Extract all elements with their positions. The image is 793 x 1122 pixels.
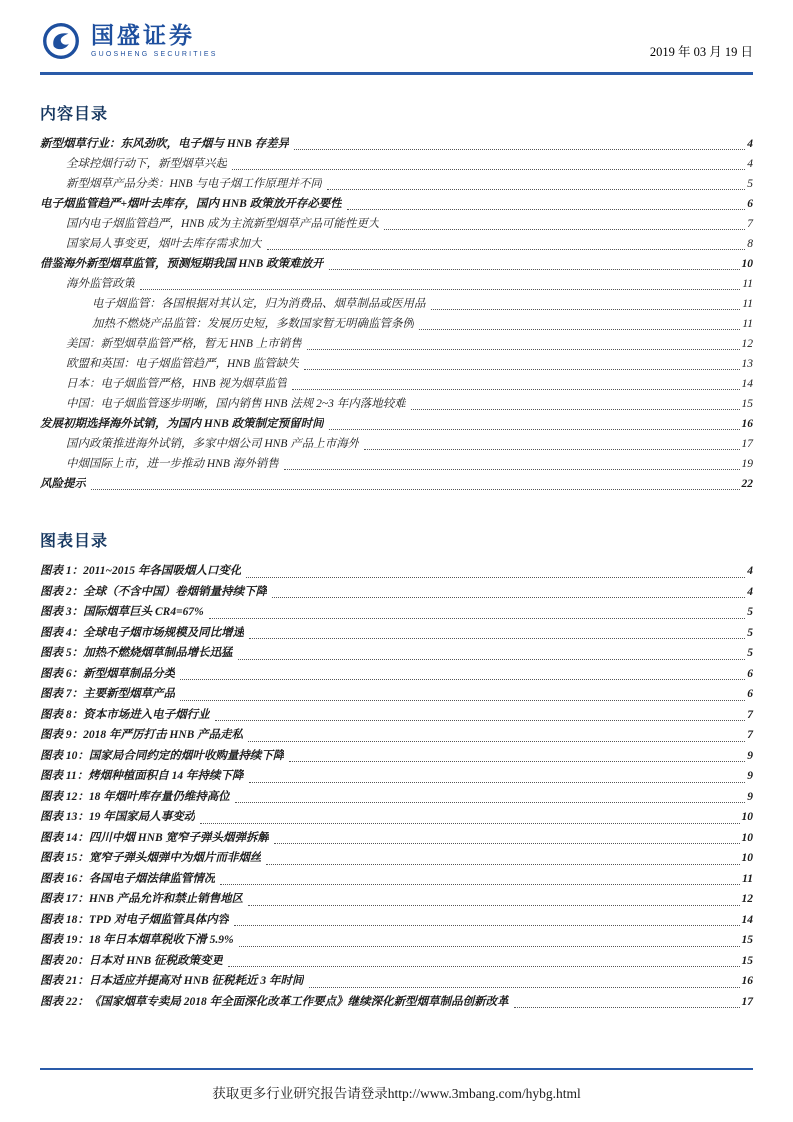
leader-dots <box>209 618 746 619</box>
toc-item <box>40 454 753 474</box>
toc-item <box>40 474 753 494</box>
entry-label: 图表 22：《国家烟草专卖局 2018 年全面深化改革工作要点》继续深化新型烟草制品创新改革 <box>40 995 509 1008</box>
leader-dots <box>220 884 740 885</box>
entry-label: 图表 2：全球（不含中国）卷烟销量持续下降 <box>40 585 268 598</box>
entry-page-number: 4 <box>747 565 753 577</box>
entry-page-number: 14 <box>741 378 753 390</box>
entry-page-number: 7 <box>747 729 753 741</box>
entry-page-number: 9 <box>747 770 753 782</box>
footer-text <box>0 1082 793 1102</box>
toc-item <box>40 354 753 374</box>
toc-item <box>40 154 753 174</box>
entry-page-number: 13 <box>741 358 753 370</box>
report-header <box>0 0 793 72</box>
toc-item <box>40 234 753 254</box>
leader-dots <box>411 409 740 410</box>
toc-item <box>40 434 753 454</box>
entry-label: 加热不燃烧产品监管：发展历史短，多数国家暂无明确监管条例 <box>92 318 414 330</box>
entry-label: 国家局人事变更，烟叶去库存需求加大 <box>66 238 262 250</box>
leader-dots <box>307 349 740 350</box>
figure-item <box>40 951 753 972</box>
entry-page-number: 11 <box>742 872 753 885</box>
figure-item <box>40 930 753 951</box>
toc-item <box>40 254 753 274</box>
entry-page-number: 10 <box>741 852 753 864</box>
figure-item <box>40 971 753 992</box>
leader-dots <box>294 149 745 150</box>
entry-label: 新型烟草产品分类：HNB 与电子烟工作原理并不同 <box>66 178 322 190</box>
figures-title: 图表目录 <box>40 533 109 550</box>
figure-item <box>40 664 753 685</box>
entry-label: 图表 3：国际烟草巨头 CR4=67% <box>40 606 204 618</box>
entry-page-number: 10 <box>741 258 753 270</box>
leader-dots <box>384 229 745 230</box>
entry-label: 中烟国际上市，进一步推动 HNB 海外销售 <box>66 458 279 470</box>
entry-label: 国内电子烟监管趋严，HNB 成为主流新型烟草产品可能性更大 <box>66 218 380 230</box>
leader-dots <box>180 679 745 680</box>
entry-page-number: 6 <box>747 688 753 700</box>
entry-page-number: 12 <box>741 893 753 905</box>
brand-logo <box>40 20 218 62</box>
leader-dots <box>272 597 745 598</box>
leader-dots <box>347 209 746 210</box>
figure-item <box>40 623 753 644</box>
leader-dots <box>274 843 739 844</box>
figure-item <box>40 807 753 828</box>
toc-item <box>40 174 753 194</box>
entry-label: 图表 14：四川中烟 HNB 宽窄子弹头烟弹拆解 <box>40 831 270 844</box>
entry-label: 国内政策推进海外试销，多家中烟公司 HNB 产品上市海外 <box>66 438 360 450</box>
leader-dots <box>284 469 740 470</box>
entry-page-number: 17 <box>741 995 753 1008</box>
leader-dots <box>364 449 739 450</box>
figure-item <box>40 643 753 664</box>
entry-page-number: 10 <box>741 831 753 844</box>
entry-label: 图表 4：全球电子烟市场规模及同比增速 <box>40 626 245 639</box>
figure-item <box>40 746 753 767</box>
leader-dots <box>215 720 746 721</box>
entry-page-number: 11 <box>742 318 753 330</box>
leader-dots <box>304 369 740 370</box>
leader-dots <box>234 925 739 926</box>
entry-label: 海外监管政策 <box>66 278 135 290</box>
entry-label: 图表 17：HNB 产品允许和禁止销售地区 <box>40 893 244 905</box>
entry-page-number: 5 <box>747 178 753 190</box>
leader-dots <box>232 169 745 170</box>
entry-label: 图表 18：TPD 对电子烟监管具体内容 <box>40 913 230 926</box>
entry-page-number: 16 <box>741 975 753 987</box>
entry-label: 风险提示 <box>40 478 86 490</box>
entry-label: 图表 8：资本市场进入电子烟行业 <box>40 708 210 721</box>
leader-dots <box>200 823 739 824</box>
toc-title: 内容目录 <box>40 106 109 123</box>
entry-page-number: 19 <box>741 458 753 470</box>
toc-item <box>40 414 753 434</box>
entry-label: 中国：电子烟监管逐步明晰，国内销售 HNB 法规 2~3 年内落地较难 <box>66 398 406 410</box>
report-date: 2019 年 03 月 19 日 <box>649 45 753 59</box>
entry-page-number: 4 <box>747 158 753 170</box>
leader-dots <box>329 269 740 270</box>
leader-dots <box>249 638 745 639</box>
entry-page-number: 4 <box>747 138 753 150</box>
entry-label: 电子烟监管：各国根据对其认定，归为消费品、烟草制品或医用品 <box>92 298 426 310</box>
brand-subtitle: GUOSHENG SECURITIES <box>91 51 218 59</box>
figure-item <box>40 705 753 726</box>
figure-item <box>40 725 753 746</box>
entry-label: 图表 16：各国电子烟法律监管情况 <box>40 872 216 885</box>
toc-item <box>40 394 753 414</box>
entry-page-number: 11 <box>742 298 753 310</box>
figure-item <box>40 561 753 582</box>
leader-dots <box>419 329 740 330</box>
figure-item <box>40 602 753 623</box>
leader-dots <box>309 987 740 988</box>
leader-dots <box>248 741 745 742</box>
entry-page-number: 16 <box>741 418 753 430</box>
figure-item <box>40 992 753 1013</box>
entry-page-number: 6 <box>747 667 753 680</box>
toc-item <box>40 294 753 314</box>
leader-dots <box>246 577 745 578</box>
entry-label: 图表 5：加热不燃烧烟草制品增长迅猛 <box>40 647 233 659</box>
entry-label: 图表 20：日本对 HNB 征税政策变更 <box>40 954 224 967</box>
toc-item <box>40 214 753 234</box>
entry-label: 美国：新型烟草监管严格，暂无 HNB 上市销售 <box>66 338 302 350</box>
figure-item <box>40 582 753 603</box>
entry-page-number: 22 <box>741 478 753 490</box>
entry-page-number: 15 <box>741 934 753 946</box>
figure-item <box>40 910 753 931</box>
entry-label: 图表 9：2018 年严厉打击 HNB 产品走私 <box>40 729 244 741</box>
figure-item <box>40 889 753 910</box>
entry-page-number: 12 <box>741 338 753 350</box>
entry-label: 图表 6：新型烟草制品分类 <box>40 667 176 680</box>
leader-dots <box>431 309 741 310</box>
entry-label: 欧盟和英国：电子烟监管趋严，HNB 监管缺失 <box>66 358 299 370</box>
entry-label: 图表 19：18 年日本烟草税收下滑 5.9% <box>40 934 234 946</box>
entry-page-number: 10 <box>741 811 753 823</box>
entry-label: 借鉴海外新型烟草监管，预测短期我国 HNB 政策难放开 <box>40 258 324 270</box>
entry-page-number: 5 <box>747 647 753 659</box>
toc-item <box>40 274 753 294</box>
leader-dots <box>327 189 745 190</box>
entry-page-number: 9 <box>747 790 753 803</box>
entry-page-number: 8 <box>747 238 753 250</box>
leader-dots <box>238 659 746 660</box>
leader-dots <box>228 966 739 967</box>
leader-dots <box>180 700 745 701</box>
leader-dots <box>235 802 746 803</box>
entry-page-number: 6 <box>747 198 753 210</box>
entry-label: 图表 10：国家局合同约定的烟叶收购量持续下降 <box>40 749 285 762</box>
entry-label: 新型烟草行业：东风劲吹，电子烟与 HNB 存差异 <box>40 138 290 150</box>
leader-dots <box>266 864 739 865</box>
toc-item <box>40 334 753 354</box>
leader-dots <box>248 905 739 906</box>
brand-name: 国盛证券 <box>91 22 195 48</box>
entry-page-number: 5 <box>747 626 753 639</box>
leader-dots <box>267 249 746 250</box>
toc-list <box>40 134 753 494</box>
entry-page-number: 7 <box>747 708 753 721</box>
entry-label: 图表 13：19 年国家局人事变动 <box>40 811 196 823</box>
toc-item <box>40 134 753 154</box>
report-footer <box>0 1068 793 1103</box>
footer-divider <box>40 1068 753 1071</box>
leader-dots <box>514 1007 740 1008</box>
entry-page-number: 9 <box>747 749 753 762</box>
entry-page-number: 15 <box>741 398 753 410</box>
leader-dots <box>91 489 740 490</box>
leader-dots <box>239 946 740 947</box>
entry-page-number: 4 <box>747 585 753 598</box>
leader-dots <box>289 761 745 762</box>
entry-label: 全球控烟行动下，新型烟草兴起 <box>66 158 227 170</box>
entry-label: 图表 1：2011~2015 年各国吸烟人口变化 <box>40 565 242 577</box>
entry-page-number: 17 <box>741 438 753 450</box>
entry-label: 电子烟监管趋严+烟叶去库存，国内 HNB 政策放开存必要性 <box>40 198 342 210</box>
entry-label: 图表 12：18 年烟叶库存量仍维持高位 <box>40 790 230 803</box>
leader-dots <box>329 429 740 430</box>
entry-label: 图表 21：日本适应并提高对 HNB 征税耗近 3 年时间 <box>40 975 304 987</box>
entry-page-number: 7 <box>747 218 753 230</box>
leader-dots <box>249 782 746 783</box>
figure-item <box>40 869 753 890</box>
toc-item <box>40 194 753 214</box>
figure-list <box>40 561 753 1012</box>
footer-link[interactable]: 获取更多行业研究报告请登录http://www.3mbang.com/hybg.html <box>212 1086 581 1101</box>
figure-item <box>40 766 753 787</box>
figure-item <box>40 787 753 808</box>
figure-item <box>40 848 753 869</box>
entry-label: 图表 7：主要新型烟草产品 <box>40 688 176 700</box>
leader-dots <box>292 389 739 390</box>
header-divider <box>40 72 753 75</box>
entry-label: 图表 15：宽窄子弹头烟弹中为烟片而非烟丝 <box>40 852 262 864</box>
guosheng-logo-icon <box>40 20 82 62</box>
toc-item <box>40 314 753 334</box>
figure-item <box>40 828 753 849</box>
entry-page-number: 5 <box>747 606 753 618</box>
toc-item <box>40 374 753 394</box>
entry-page-number: 15 <box>741 954 753 967</box>
entry-page-number: 11 <box>742 278 753 290</box>
leader-dots <box>140 289 740 290</box>
entry-label: 图表 11：烤烟种植面积自 14 年持续下降 <box>40 770 244 782</box>
entry-label: 日本：电子烟监管严格，HNB 视为烟草监管 <box>66 378 288 390</box>
figure-item <box>40 684 753 705</box>
entry-page-number: 14 <box>741 913 753 926</box>
entry-label: 发展初期选择海外试销，为国内 HNB 政策制定预留时间 <box>40 418 324 430</box>
brand-text <box>91 24 218 58</box>
